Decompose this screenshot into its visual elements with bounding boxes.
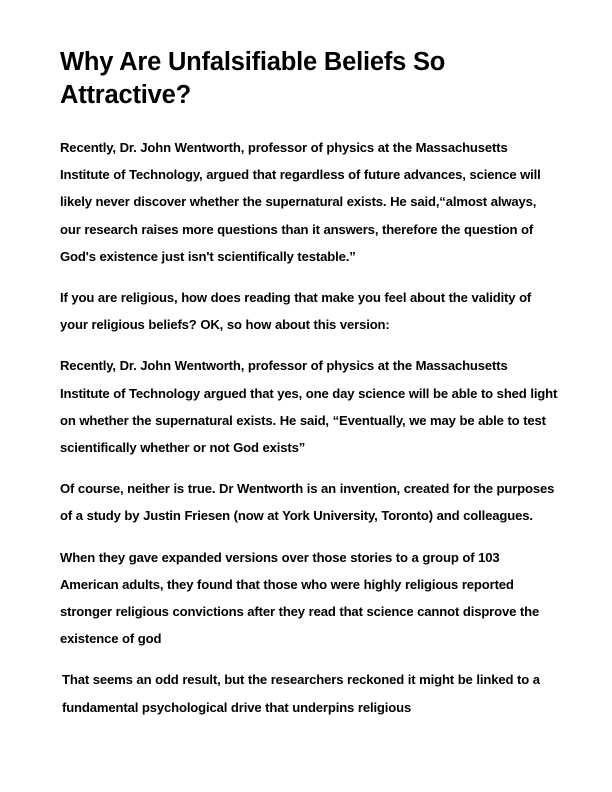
paragraph-5: When they gave expanded versions over those stories to a group of 103 American adults, they found that those who were highly religious reported stronger religious convictions after they read that science cannot disprove the existence of god — [60, 549, 540, 647]
paragraph-3: Recently, Dr. John Wentworth, professor of physics at the Massachusetts Institute of Technology argued that yes, one day science will be able to shed light on whether the supernatural exists. He said, “Eventually, we may be able to test scientifically whether or not God exists” — [60, 358, 558, 456]
paragraph-2: If you are religious, how does reading that make you feel about the validity of your religious beliefs? OK, so how about this version: — [60, 290, 532, 333]
paragraph-1: Recently, Dr. John Wentworth, professor of physics at the Massachusetts Institute of Technology, argued that regardless of future advances, science will likely never discover whether the supernatural exists. He said,“almost always, our research raises more questions than it answers, therefore the question of God's existence just isn't scientifically testable.” — [60, 140, 541, 264]
page-title: Why Are Unfalsifiable Beliefs So Attractive? — [60, 48, 446, 109]
article-body — [60, 134, 560, 721]
document-content — [60, 46, 560, 721]
paragraph-6: That seems an odd result, but the researchers reckoned it might be linked to a fundamental psychological drive that underpins religious — [62, 672, 540, 715]
paragraph-4: Of course, neither is true. Dr Wentworth is an invention, created for the purposes of a study by Justin Friesen (now at York University, Toronto) and colleagues. — [60, 481, 555, 524]
